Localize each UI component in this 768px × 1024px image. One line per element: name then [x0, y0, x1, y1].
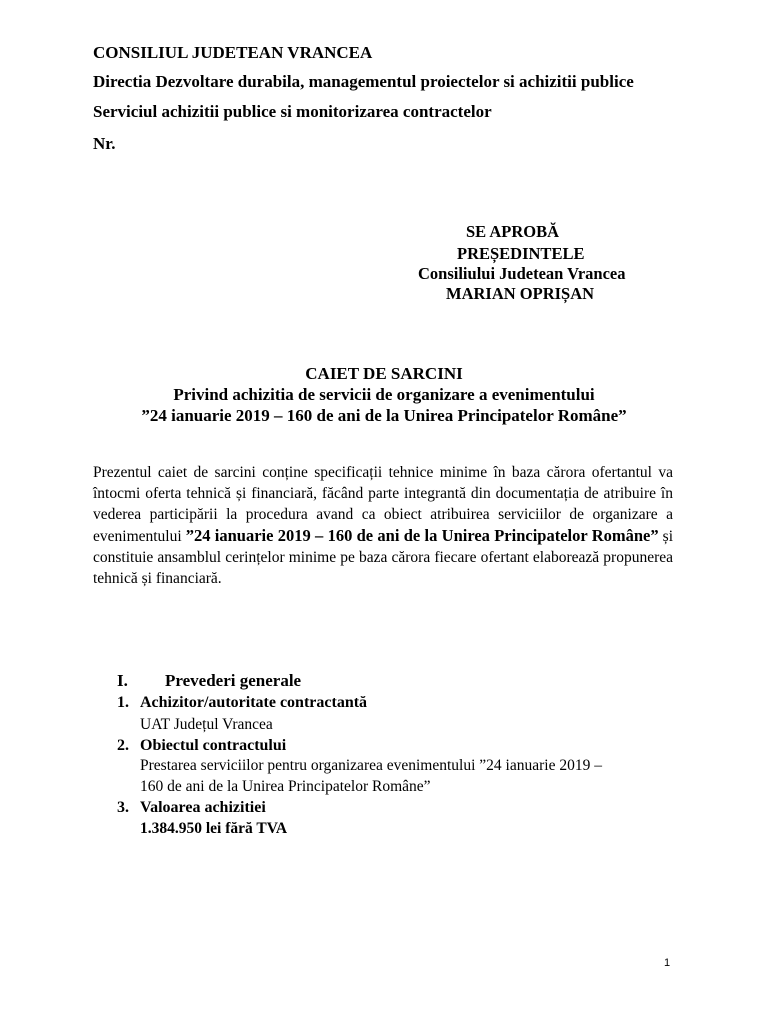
- item-2-number: 2.: [117, 737, 129, 754]
- item-2-text-line2: 160 de ani de la Unirea Principatelor Române”: [140, 778, 431, 795]
- intro-text-part1: Prezentul caiet de sarcini conține specificații tehnice minime în baza cărora ofertantul va întocmi oferta tehnică și financiară, făcând parte integrantă din documentația de atribuire în vederea participării la procedura avand ca obiect atribuirea serviciilor de organizare a evenimentului: [93, 464, 673, 545]
- event-name: ”24 ianuarie 2019 – 160 de ani de la Unirea Principatelor Române”: [141, 406, 627, 425]
- institution-name: CONSILIUL JUDETEAN VRANCEA: [93, 43, 373, 62]
- approval-signatory: MARIAN OPRIȘAN: [446, 284, 595, 303]
- document-subtitle: Privind achizitia de servicii de organizare a evenimentului: [173, 385, 595, 404]
- intro-event-name: ”24 ianuarie 2019 – 160 de ani de la Unirea Principatelor Române”: [185, 526, 659, 545]
- page-number: 1: [664, 957, 671, 969]
- approval-heading: SE APROBĂ: [466, 222, 560, 241]
- section-numeral: I.: [117, 671, 128, 690]
- intro-paragraph: [93, 462, 673, 589]
- service-name: Serviciul achizitii publice si monitorizarea contractelor: [93, 102, 492, 121]
- item-1-title: Achizitor/autoritate contractantă: [140, 694, 368, 711]
- directorate-name: Directia Dezvoltare durabila, managementul proiectelor si achizitii publice: [93, 72, 634, 91]
- document-title: CAIET DE SARCINI: [305, 364, 463, 383]
- item-3-number: 3.: [117, 799, 129, 816]
- item-3-value: 1.384.950 lei fără TVA: [140, 820, 288, 837]
- item-2-title: Obiectul contractului: [140, 737, 287, 754]
- intro-text-part2: și constituie ansamblul cerințelor minime pe baza cărora fiecare ofertant elaborează propunerea tehnică și financiară.: [93, 528, 673, 587]
- approval-institution: Consiliului Judetean Vrancea: [418, 264, 626, 283]
- item-1-number: 1.: [117, 694, 129, 711]
- section-title: Prevederi generale: [165, 671, 302, 690]
- approval-role: PREȘEDINTELE: [457, 244, 585, 263]
- item-3-title: Valoarea achizitiei: [140, 799, 266, 816]
- item-1-text: UAT Județul Vrancea: [140, 716, 273, 733]
- registration-number: Nr.: [93, 134, 116, 153]
- item-2-text-line1: Prestarea serviciilor pentru organizarea evenimentului ”24 ianuarie 2019 –: [140, 757, 602, 774]
